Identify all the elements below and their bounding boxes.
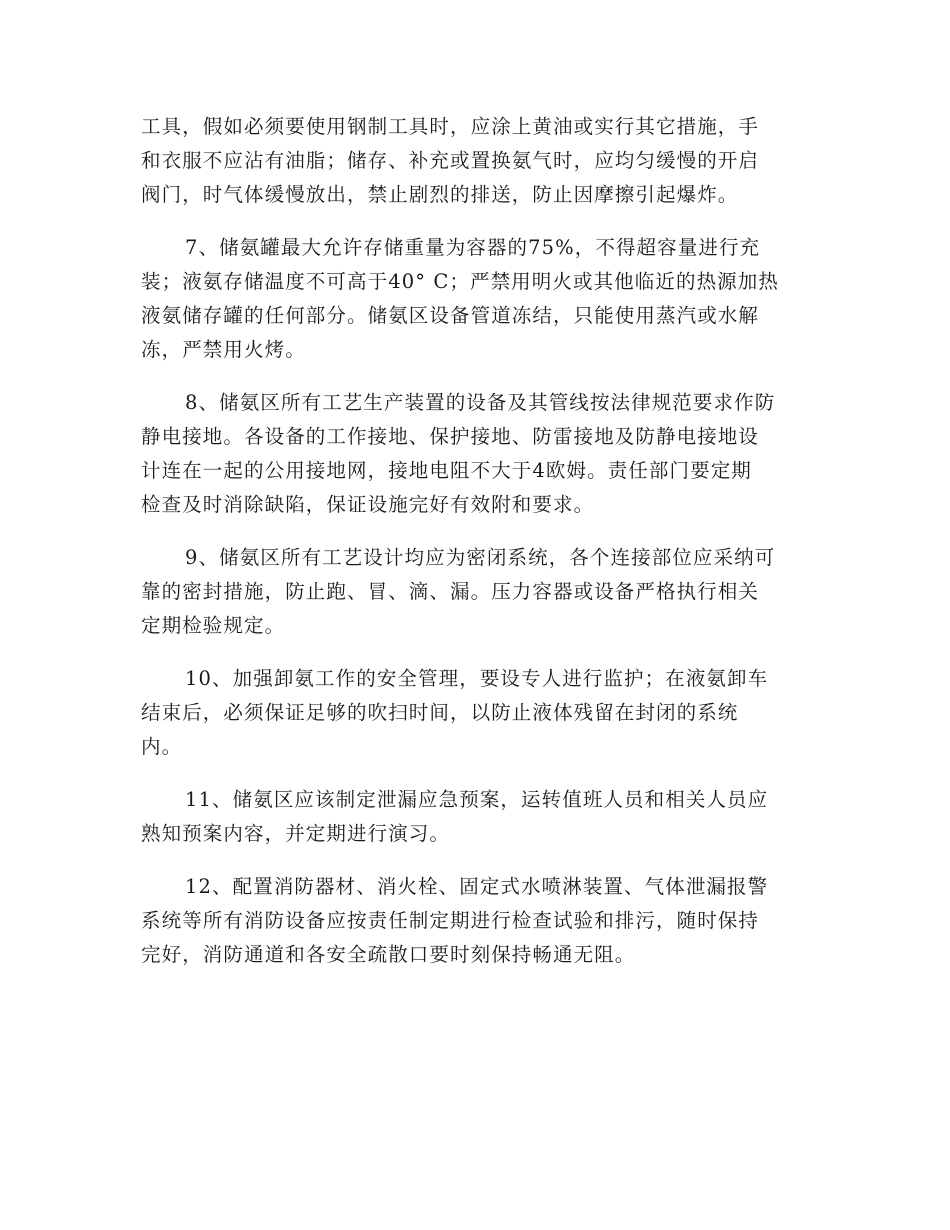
text-line: 和衣服不应沾有油脂；储存、补充或置换氨气时，应均匀缓慢的开启 xyxy=(141,149,760,172)
text-line: 12、配置消防器材、消火栓、固定式水喷淋装置、气体泄漏报警 xyxy=(185,875,769,898)
text-line: 检查及时消除缺陷，保证设施完好有效附和要求。 xyxy=(141,493,595,516)
text-line: 装；液氨存储温度不可高于40° C；严禁用明火或其他临近的热源加热 xyxy=(141,270,779,293)
text-line: 7、储氨罐最大允许存储重量为容器的75%，不得超容量进行充 xyxy=(185,236,761,259)
text-line: 工具，假如必须要使用钢制工具时，应涂上黄油或实行其它措施，手 xyxy=(141,115,760,138)
text-line: 11、储氨区应该制定泄漏应急预案，运转值班人员和相关人员应 xyxy=(185,788,769,811)
paragraph-item-11 xyxy=(141,783,811,851)
text-line: 完好，消防通道和各安全疏散口要时刻保持畅通无阻。 xyxy=(141,943,636,966)
text-line: 系统等所有消防设备应按责任制定期进行检查试验和排污，随时保持 xyxy=(141,909,760,932)
paragraph-item-9 xyxy=(141,541,811,643)
paragraph-item-8 xyxy=(141,386,811,522)
document-body xyxy=(141,110,811,991)
paragraph-item-12 xyxy=(141,870,811,972)
text-line: 计连在一起的公用接地网，接地电阻不大于4欧姆。责任部门要定期 xyxy=(141,459,752,482)
text-line: 阀门，时气体缓慢放出，禁止剧烈的排送，防止因摩擦引起爆炸。 xyxy=(141,183,739,206)
text-line: 8、储氨区所有工艺生产装置的设备及其管线按法律规范要求作防 xyxy=(185,391,776,414)
paragraph-item-7 xyxy=(141,231,811,367)
text-line: 冻，严禁用火烤。 xyxy=(141,338,306,361)
paragraph-item-10 xyxy=(141,662,811,764)
text-line: 熟知预案内容，并定期进行演习。 xyxy=(141,822,451,845)
paragraph-continuation xyxy=(141,110,811,212)
text-line: 10、加强卸氨工作的安全管理，要设专人进行监护；在液氨卸车 xyxy=(185,667,769,690)
text-line: 结束后，必须保证足够的吹扫时间，以防止液体残留在封闭的系统 xyxy=(141,701,739,724)
text-line: 静电接地。各设备的工作接地、保护接地、防雷接地及防静电接地设 xyxy=(141,425,760,448)
text-line: 液氨储存罐的任何部分。储氨区设备管道冻结，只能使用蒸汽或水解 xyxy=(141,304,760,327)
text-line: 9、储氨区所有工艺设计均应为密闭系统，各个连接部位应采纳可 xyxy=(185,546,776,569)
text-line: 靠的密封措施，防止跑、冒、滴、漏。压力容器或设备严格执行相关 xyxy=(141,580,760,603)
text-line: 定期检验规定。 xyxy=(141,614,286,637)
text-line: 内。 xyxy=(141,735,183,758)
